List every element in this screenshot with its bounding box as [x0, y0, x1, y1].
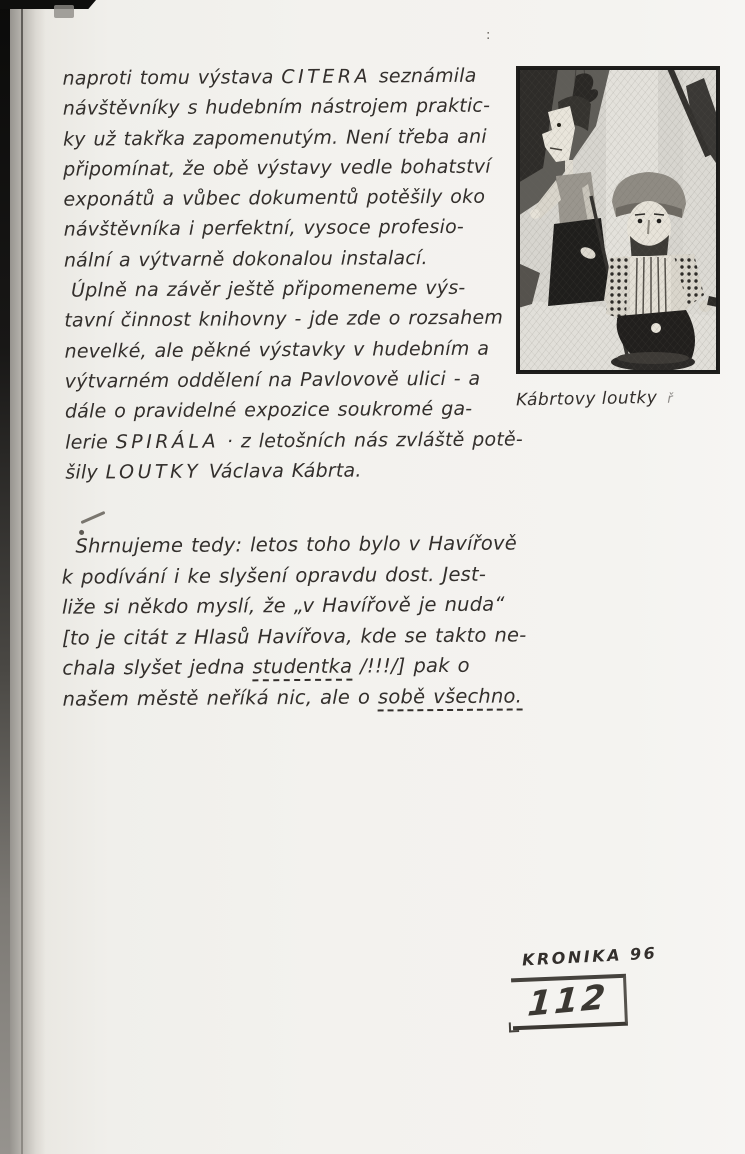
- scan-corner-black: [0, 0, 96, 9]
- paragraph-1: [63, 60, 528, 487]
- ink-speck: :: [486, 28, 491, 43]
- handwritten-line: nevelké, ale pěkné výstavky v hudebním a: [64, 337, 490, 363]
- page-number: 112: [526, 977, 610, 1025]
- handwritten-line: liže si někdo myslí, že „v Havířově je nuda“: [61, 592, 505, 619]
- photo-puppets: [516, 66, 720, 374]
- handwritten-line: našem městě neříká nic, ale o sobě všechno.: [62, 684, 523, 711]
- handwritten-line: dále o pravidelné expozice soukromé ga-: [64, 398, 473, 423]
- handwritten-line: návštěvníka i perfektní, vysoce profesio-: [63, 216, 465, 242]
- book-binding-shadow: [0, 0, 10, 1154]
- ink-smudge: [81, 511, 106, 524]
- handwritten-line: tavní činnost knihovny - jde zde o rozsahem: [64, 306, 504, 332]
- scan-corner-tab: [54, 5, 74, 18]
- page-edge-line: [21, 0, 23, 1154]
- handwritten-line: chala slyšet jedna studentka /!!!/] pak o: [62, 654, 470, 681]
- caption-ink-mark: ř: [667, 391, 674, 407]
- paragraph-2: [61, 528, 540, 715]
- handwritten-line: připomínat, že obě výstavy vedle bohatství: [63, 155, 491, 181]
- handwritten-line: nální a výtvarně dokonalou instalací.: [63, 246, 428, 272]
- handwritten-line: Úplně na závěr ještě připomeneme výs-: [71, 276, 466, 302]
- handwritten-line: naproti tomu výstava CITERA seznámila: [62, 64, 477, 90]
- handwritten-line: exponátů a vůbec dokumentů potěšily oko: [63, 185, 486, 211]
- photo-caption-text: Kábrtovy loutky: [515, 387, 658, 411]
- page-curve-gradient: [10, 0, 46, 1154]
- page-number-box: [511, 974, 628, 1031]
- puppets-illustration: [518, 68, 718, 372]
- handwritten-line: Shrnujeme tedy: letos toho bylo v Havířově: [75, 531, 518, 558]
- handwritten-line: ky už takřka zapomenutým. Není třeba ani: [62, 125, 487, 151]
- handwritten-line: návštěvníky s hudebním nástrojem praktic-: [62, 94, 491, 120]
- handwritten-line: šily LOUTKY Václava Kábrta.: [65, 459, 362, 484]
- kronika-label: KRONIKA 96: [521, 943, 658, 970]
- handwritten-line: [to je citát z Hlasů Havířova, kde se takto ne-: [62, 623, 527, 650]
- handwritten-line: lerie SPIRÁLA · z letošních nás zvláště potě-: [65, 427, 523, 454]
- photo-caption: [516, 388, 673, 411]
- handwritten-line: výtvarném oddělení na Pavlovově ulici - a: [64, 367, 481, 393]
- handwritten-line: k podívání i ke slyšení opravdu dost. Jest-: [61, 562, 487, 589]
